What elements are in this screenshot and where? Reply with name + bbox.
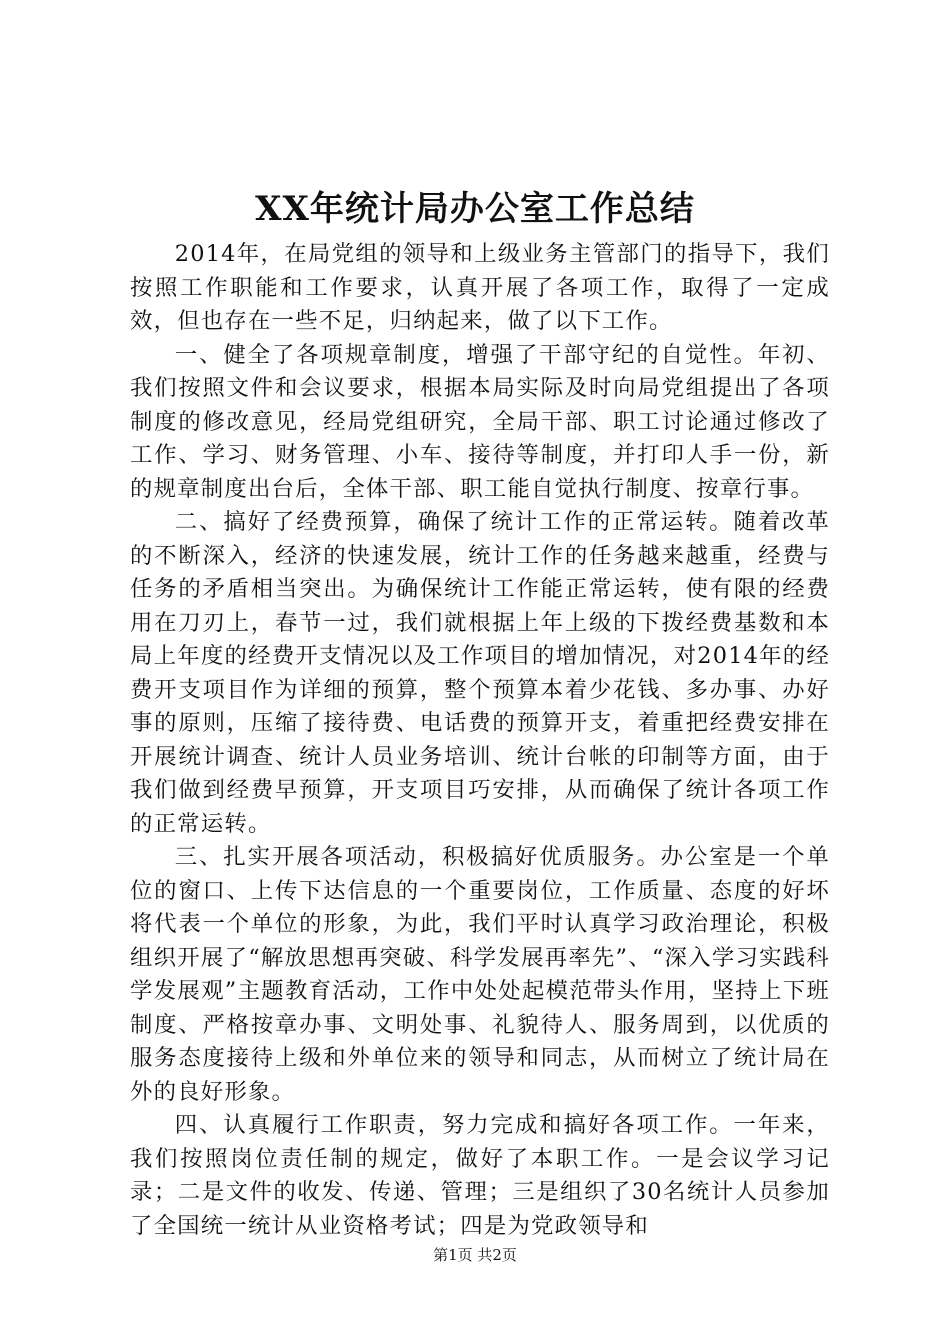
document-body — [130, 238, 830, 1243]
paragraph-intro: 2014年，在局党组的领导和上级业务主管部门的指导下，我们按照工作职能和工作要求，认真开展了各项工作，取得了一定成效，但也存在一些不足，归纳起来，做了以下工作。 — [130, 241, 830, 334]
paragraph-section-2: 二、搞好了经费预算，确保了统计工作的正常运转。随着改革的不断深入，经济的快速发展，统计工作的任务越来越重，经费与任务的矛盾相当突出。为确保统计工作能正常运转，使有限的经费用在刀刃上，春节一过，我们就根据上年上级的下拨经费基数和本局上年度的经费开支情况以及工作项目的增加情况，对2014年的经费开支项目作为详细的预算，整个预算本着少花钱、多办事、办好事的原则，压缩了接待费、电话费的预算开支，着重把经费安排在开展统计调查、统计人员业务培训、统计台帐的印制等方面，由于我们做到经费早预算，开支项目巧安排，从而确保了统计各项工作的正常运转。 — [130, 509, 830, 837]
page-number-footer: 第1页 共2页 — [433, 1246, 517, 1264]
document-title: XX年统计局办公室工作总结 — [255, 189, 695, 229]
paragraph-section-3: 三、扎实开展各项活动，积极搞好优质服务。办公室是一个单位的窗口、上传下达信息的一个重要岗位，工作质量、态度的好坏将代表一个单位的形象，为此，我们平时认真学习政治理论，积极组织开展了“解放思想再突破、科学发展再率先”、“深入学习实践科学发展观”主题教育活动，工作中处处起模范带头作用，坚持上下班制度、严格按章办事、文明处事、礼貌待人、服务周到，以优质的服务态度接待上级和外单位来的领导和同志，从而树立了统计局在外的良好形象。 — [130, 844, 830, 1105]
paragraph-section-4: 四、认真履行工作职责，努力完成和搞好各项工作。一年来，我们按照岗位责任制的规定，做好了本职工作。一是会议学习记录；二是文件的收发、传递、管理；三是组织了30名统计人员参加了全国统一统计从业资格考试；四是为党政领导和 — [130, 1112, 830, 1239]
paragraph-section-1: 一、健全了各项规章制度，增强了干部守纪的自觉性。年初、我们按照文件和会议要求，根据本局实际及时向局党组提出了各项制度的修改意见，经局党组研究，全局干部、职工讨论通过修改了工作、学习、财务管理、小车、接待等制度，并打印人手一份，新的规章制度出台后，全体干部、职工能自觉执行制度、按章行事。 — [130, 341, 830, 502]
